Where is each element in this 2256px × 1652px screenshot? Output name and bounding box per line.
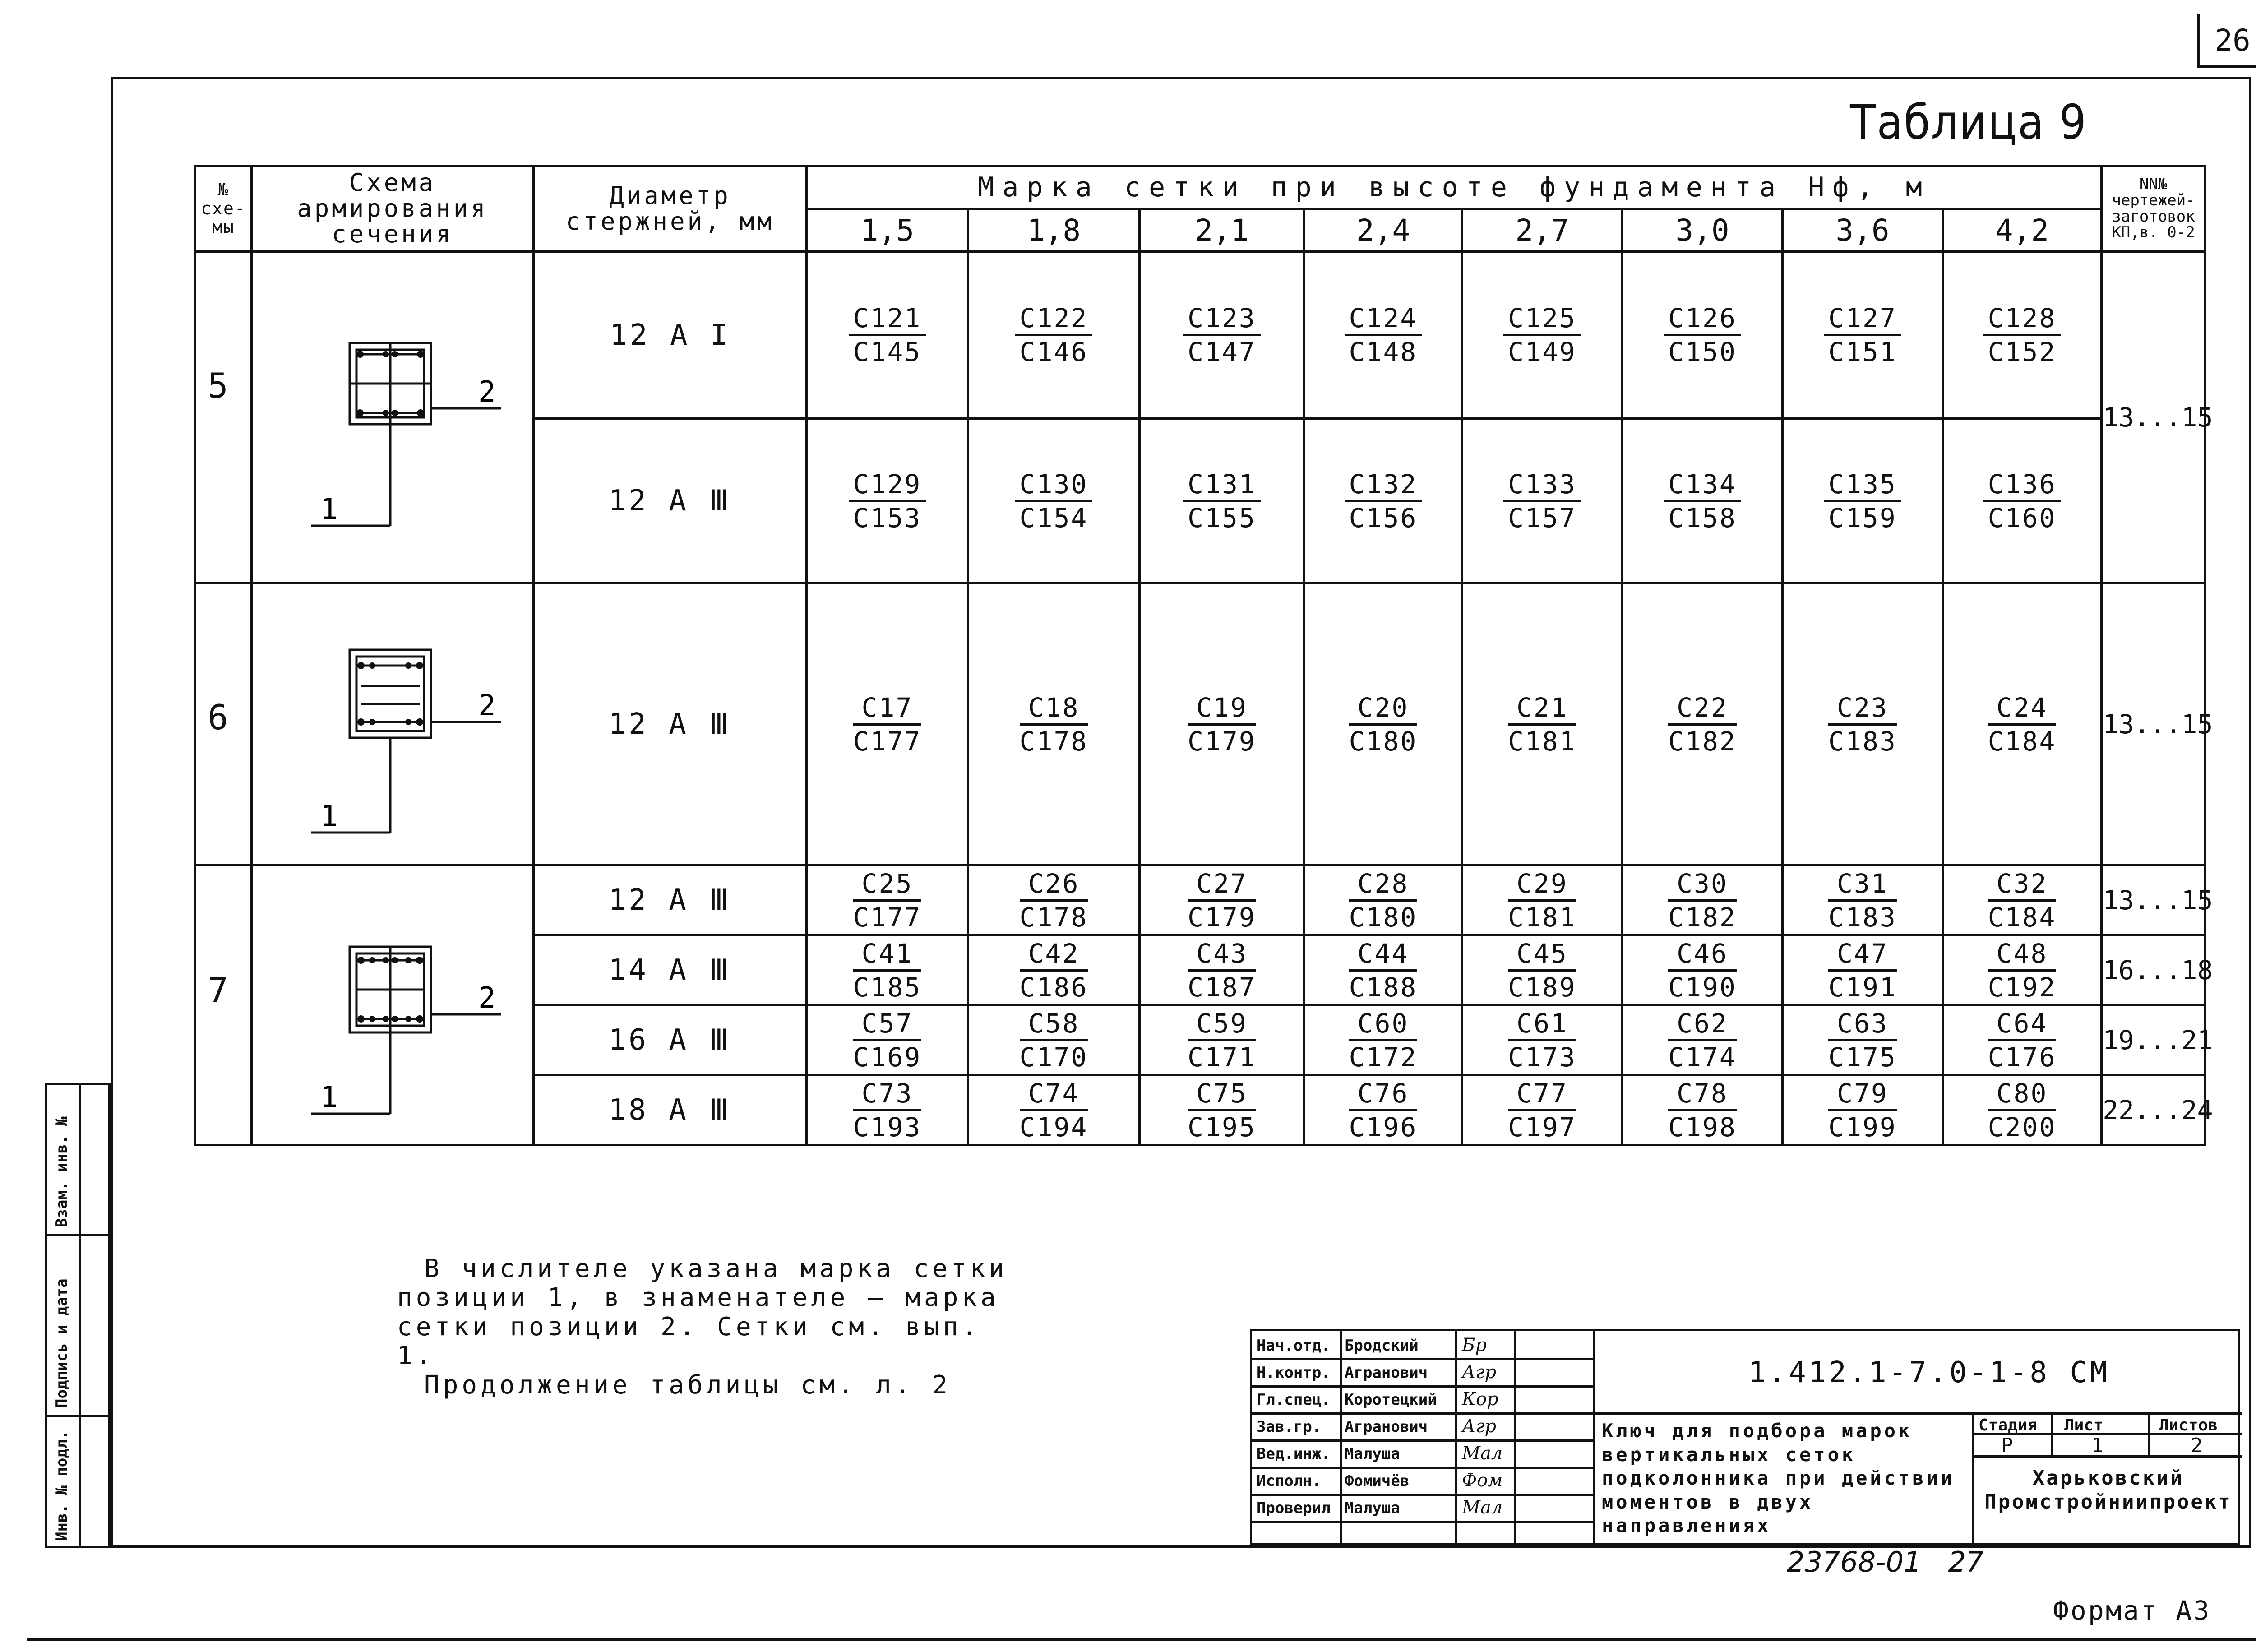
mark-fraction: $\frac{С21}{С181}$ bbox=[1508, 692, 1576, 757]
drawing-refs: 16...18 bbox=[2102, 935, 2205, 1005]
scheme-drawing-5 bbox=[252, 252, 534, 583]
person-name: Агранович bbox=[1345, 1364, 1428, 1382]
header-height: 3,6 bbox=[1783, 209, 1943, 252]
mark-fraction: $\frac{С126}{С150}$ bbox=[1664, 305, 1741, 365]
mark-fraction: $\frac{С79}{С199}$ bbox=[1828, 1078, 1897, 1143]
mark-fraction: $\frac{С48}{С192}$ bbox=[1988, 938, 2057, 1003]
mark-fraction: $\frac{С132}{С156}$ bbox=[1345, 471, 1422, 531]
role-label: Гл.спец. bbox=[1257, 1391, 1331, 1409]
mark-fraction: $\frac{С73}{С193}$ bbox=[853, 1078, 922, 1143]
scheme-drawing-7 bbox=[252, 865, 534, 1145]
mark-fraction: $\frac{С77}{С197}$ bbox=[1508, 1078, 1576, 1143]
mark-fraction: $\frac{С45}{С189}$ bbox=[1508, 938, 1576, 1003]
drawing-refs: 13...15 bbox=[2102, 865, 2205, 935]
mark-fraction: $\frac{С62}{С174}$ bbox=[1668, 1008, 1737, 1073]
mark-fraction: $\frac{С22}{С182}$ bbox=[1668, 692, 1737, 757]
position-2-label: 2 bbox=[478, 375, 496, 409]
mark-fraction: $\frac{С23}{С183}$ bbox=[1828, 692, 1897, 757]
mark-fraction: $\frac{С44}{С188}$ bbox=[1349, 938, 1418, 1003]
header-scheme-no: № схе-мы bbox=[195, 166, 252, 252]
mark-fraction: $\frac{С134}{С158}$ bbox=[1664, 471, 1741, 531]
role-label: Нач.отд. bbox=[1257, 1337, 1331, 1355]
note-continuation: Продолжение таблицы см. л. 2 bbox=[424, 1370, 952, 1400]
page-number: 26 bbox=[2197, 14, 2256, 68]
mark-fraction: $\frac{С136}{С160}$ bbox=[1983, 471, 2061, 531]
position-1-label: 1 bbox=[320, 493, 338, 526]
mark-fraction: $\frac{С64}{С176}$ bbox=[1988, 1008, 2057, 1073]
scheme-number: 5 bbox=[195, 252, 252, 583]
inv-repl-label: Взам. инв. № bbox=[53, 1116, 71, 1227]
diameter: 14 А Ⅲ bbox=[534, 935, 807, 1005]
position-1-label: 1 bbox=[320, 800, 338, 833]
role-label: Исполн. bbox=[1257, 1472, 1322, 1490]
header-height: 2,1 bbox=[1140, 209, 1304, 252]
header-height: 2,4 bbox=[1304, 209, 1462, 252]
inv-orig-label: Инв. № подл. bbox=[53, 1430, 71, 1541]
organization: Харьковский Промстройниипроект bbox=[1984, 1467, 2232, 1513]
mark-fraction: $\frac{С76}{С196}$ bbox=[1349, 1078, 1418, 1143]
sheet-value: 1 bbox=[2091, 1434, 2103, 1457]
paper-format: Формат А3 bbox=[2053, 1595, 2211, 1626]
mark-fraction: $\frac{С58}{С170}$ bbox=[1019, 1008, 1088, 1073]
mesh-table bbox=[194, 165, 2213, 1146]
mark-fraction: $\frac{С80}{С200}$ bbox=[1988, 1078, 2057, 1143]
mark-fraction: $\frac{С19}{С179}$ bbox=[1188, 692, 1256, 757]
scheme-number: 7 bbox=[195, 865, 252, 1145]
signature: Мал bbox=[1462, 1497, 1503, 1518]
header-diameter: Диаметр стержней, мм bbox=[534, 166, 807, 252]
person-name: Коротецкий bbox=[1345, 1391, 1437, 1409]
mark-fraction: $\frac{С63}{С175}$ bbox=[1828, 1008, 1897, 1073]
mark-fraction: $\frac{С31}{С183}$ bbox=[1828, 868, 1897, 933]
diameter: 18 А Ⅲ bbox=[534, 1075, 807, 1145]
mark-fraction: $\frac{С59}{С171}$ bbox=[1188, 1008, 1256, 1073]
mark-fraction: $\frac{С41}{С185}$ bbox=[853, 938, 922, 1003]
mark-fraction: $\frac{С30}{С182}$ bbox=[1668, 868, 1737, 933]
mark-fraction: $\frac{С78}{С198}$ bbox=[1668, 1078, 1737, 1143]
note-text: В числителе указана марка сетки позиции 1, в знаменателе — марка сетки позиции 2. Сетки см. вып. 1. bbox=[397, 1254, 1008, 1371]
position-2-label: 2 bbox=[478, 689, 496, 722]
mark-fraction: $\frac{С46}{С190}$ bbox=[1668, 938, 1737, 1003]
document-code: 1.412.1-7.0-1-8 СМ bbox=[1748, 1356, 2110, 1389]
drawing-refs: 22...24 bbox=[2102, 1075, 2205, 1145]
title-block bbox=[1250, 1329, 2240, 1546]
diameter: 12 А Ⅲ bbox=[534, 865, 807, 935]
mark-fraction: $\frac{С125}{С149}$ bbox=[1503, 305, 1581, 365]
stage-value: Р bbox=[2001, 1434, 2013, 1457]
reinforcement-scheme-6 bbox=[275, 598, 510, 851]
signature: Агр bbox=[1462, 1362, 1497, 1383]
signature: Бр bbox=[1462, 1335, 1487, 1356]
drawing-refs: 13...15 bbox=[2102, 252, 2205, 583]
mark-fraction: $\frac{С123}{С147}$ bbox=[1183, 305, 1261, 365]
stage-label: Стадия bbox=[1979, 1416, 2038, 1435]
header-height: 4,2 bbox=[1943, 209, 2102, 252]
drawing-refs: 13...15 bbox=[2102, 583, 2205, 865]
mark-fraction: $\frac{С47}{С191}$ bbox=[1828, 938, 1897, 1003]
inventory-number: 23768-01 27 bbox=[1787, 1546, 1984, 1578]
mark-fraction: $\frac{С124}{С148}$ bbox=[1345, 305, 1422, 365]
role-label: Проверил bbox=[1257, 1499, 1331, 1517]
mark-fraction: $\frac{С75}{С195}$ bbox=[1188, 1078, 1256, 1143]
mark-fraction: $\frac{С60}{С172}$ bbox=[1349, 1008, 1418, 1073]
mark-fraction: $\frac{С42}{С186}$ bbox=[1019, 938, 1088, 1003]
mark-fraction: $\frac{С133}{С157}$ bbox=[1503, 471, 1581, 531]
reinforcement-scheme-5 bbox=[275, 291, 510, 544]
diameter: 12 А Ⅲ bbox=[534, 583, 807, 865]
scheme-number: 6 bbox=[195, 583, 252, 865]
position-2-label: 2 bbox=[478, 981, 496, 1015]
diameter: 12 А Ⅲ bbox=[534, 419, 807, 583]
mark-fraction: $\frac{С135}{С159}$ bbox=[1824, 471, 1901, 531]
position-1-label: 1 bbox=[320, 1080, 338, 1114]
header-height: 1,8 bbox=[968, 209, 1140, 252]
mark-fraction: $\frac{С129}{С153}$ bbox=[849, 471, 926, 531]
inventory-page: 27 bbox=[1948, 1546, 1984, 1578]
person-name: Малуша bbox=[1345, 1445, 1400, 1463]
mark-fraction: $\frac{С17}{С177}$ bbox=[853, 692, 922, 757]
mark-fraction: $\frac{С61}{С173}$ bbox=[1508, 1008, 1576, 1073]
signature: Кор bbox=[1462, 1389, 1498, 1410]
sheet-label: Лист bbox=[2064, 1416, 2103, 1435]
signature: Агр bbox=[1462, 1416, 1497, 1437]
sheets-label: Листов bbox=[2159, 1416, 2218, 1435]
mark-fraction: $\frac{С18}{С178}$ bbox=[1019, 692, 1088, 757]
signature: Мал bbox=[1462, 1443, 1503, 1464]
header-drawings: NN№ чертежей-заготовок КП,в. 0-2 bbox=[2102, 166, 2205, 252]
person-name: Малуша bbox=[1345, 1499, 1400, 1517]
document-title: Ключ для подбора марок вертикальных сеток подколонника при действии моментов в двух направлениях bbox=[1602, 1420, 1955, 1536]
header-height: 1,5 bbox=[807, 209, 968, 252]
signature: Фом bbox=[1462, 1470, 1503, 1491]
mark-fraction: $\frac{С28}{С180}$ bbox=[1349, 868, 1418, 933]
header-height: 2,7 bbox=[1462, 209, 1623, 252]
table-note bbox=[397, 1254, 1020, 1400]
person-name: Фомичёв bbox=[1345, 1472, 1410, 1490]
mark-fraction: $\frac{С26}{С178}$ bbox=[1019, 868, 1088, 933]
person-name: Агранович bbox=[1345, 1418, 1428, 1436]
mark-fraction: $\frac{С130}{С154}$ bbox=[1015, 471, 1093, 531]
drawing-refs: 19...21 bbox=[2102, 1005, 2205, 1075]
table-title: Таблица 9 bbox=[1850, 95, 2087, 150]
mark-fraction: $\frac{С127}{С151}$ bbox=[1824, 305, 1901, 365]
mark-fraction: $\frac{С29}{С181}$ bbox=[1508, 868, 1576, 933]
sheets-value: 2 bbox=[2191, 1434, 2203, 1457]
mark-fraction: $\frac{С122}{С146}$ bbox=[1015, 305, 1093, 365]
mark-fraction: $\frac{С32}{С184}$ bbox=[1988, 868, 2057, 933]
mark-fraction: $\frac{С20}{С180}$ bbox=[1349, 692, 1418, 757]
mark-fraction: $\frac{С74}{С194}$ bbox=[1019, 1078, 1088, 1143]
mark-fraction: $\frac{С27}{С179}$ bbox=[1188, 868, 1256, 933]
scheme-drawing-6 bbox=[252, 583, 534, 865]
mark-fraction: $\frac{С128}{С152}$ bbox=[1983, 305, 2061, 365]
mark-fraction: $\frac{С25}{С177}$ bbox=[853, 868, 922, 933]
mark-fraction: $\frac{С121}{С145}$ bbox=[849, 305, 926, 365]
header-scheme: Схема армирования сечения bbox=[252, 166, 534, 252]
mark-fraction: $\frac{С57}{С169}$ bbox=[853, 1008, 922, 1073]
mark-fraction: $\frac{С131}{С155}$ bbox=[1183, 471, 1261, 531]
sign-date-label: Подпись и дата bbox=[53, 1278, 71, 1408]
role-label: Зав.гр. bbox=[1257, 1418, 1322, 1436]
person-name: Бродский bbox=[1345, 1337, 1419, 1355]
mark-fraction: $\frac{С24}{С184}$ bbox=[1988, 692, 2057, 757]
diameter: 12 А I bbox=[534, 252, 807, 419]
side-stamp bbox=[45, 1083, 111, 1548]
diameter: 16 А Ⅲ bbox=[534, 1005, 807, 1075]
role-label: Вед.инж. bbox=[1257, 1445, 1331, 1463]
bottom-trim-line bbox=[27, 1638, 2256, 1641]
header-height: 3,0 bbox=[1623, 209, 1783, 252]
header-mark-span: Марка сетки при высоте фундамента Hф, м bbox=[807, 166, 2102, 209]
mark-fraction: $\frac{С43}{С187}$ bbox=[1188, 938, 1256, 1003]
reinforcement-scheme-7 bbox=[275, 879, 510, 1132]
role-label: Н.контр. bbox=[1257, 1364, 1331, 1382]
